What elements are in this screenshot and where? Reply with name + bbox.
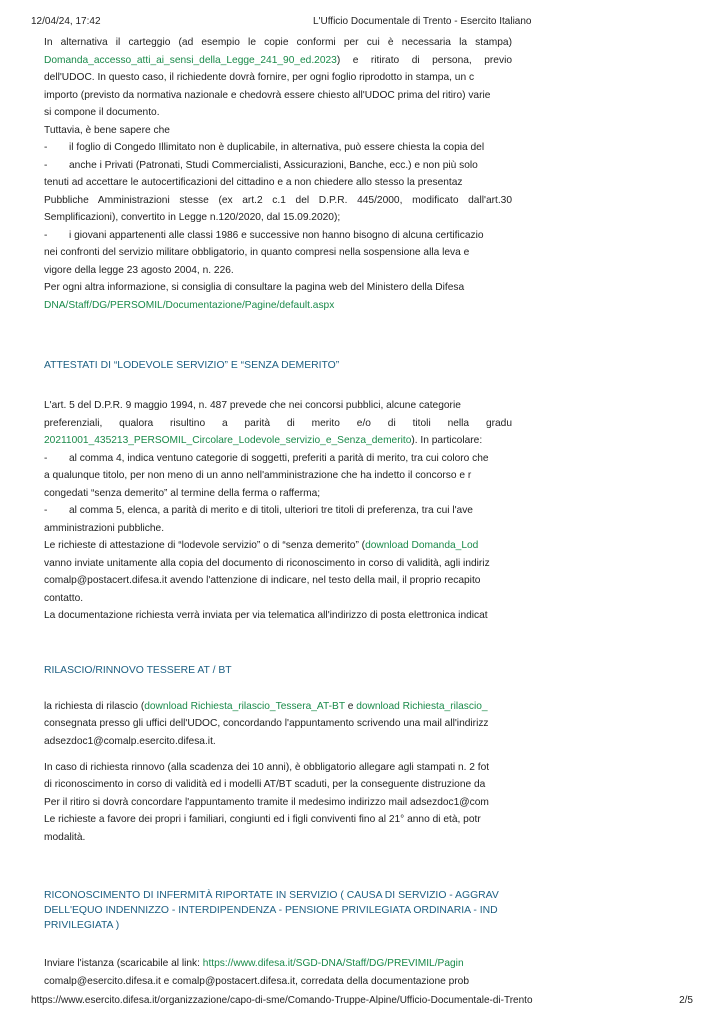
- paragraph-line: adsezdoc1@comalp.esercito.difesa.it.: [44, 735, 216, 747]
- paragraph-line: tenuti ad accettare le autocertificazioni del cittadino e a non chiedere allo stesso la presentaz: [44, 177, 463, 188]
- section-heading-line: PRIVILEGIATA ): [44, 920, 120, 931]
- print-page-title: L'Ufficio Documentale di Trento - Esercito Italiano: [313, 16, 532, 27]
- document-content: [44, 34, 512, 990]
- paragraph-line: Domanda_accesso_atti_ai_sensi_della_Legge_241_90_ed.2023) e ritirato di persona, previo: [44, 54, 512, 66]
- paragraph-line: contatto.: [44, 592, 84, 604]
- link-domanda-accesso-atti[interactable]: Domanda_accesso_atti_ai_sensi_della_Legge_241_90_ed.2023: [44, 54, 337, 66]
- paragraph-line: congedati “senza demerito” al termine della ferma o rafferma;: [44, 487, 321, 499]
- paragraph-line: Tuttavia, è bene sapere che: [44, 124, 170, 136]
- paragraph-line: modalità.: [44, 831, 86, 843]
- list-item: - al comma 4, indica ventuno categorie di soggetti, preferiti a parità di merito, tra cui coloro che: [44, 452, 489, 464]
- paragraph-line: Semplificazioni), convertito in Legge n.120/2020, dal 15.09.2020);: [44, 212, 341, 223]
- list-item: - anche i Privati (Patronati, Studi Commercialisti, Assicurazioni, Banche, ecc.) e non più solo: [44, 159, 478, 171]
- section-infermita-servizio: [44, 888, 512, 990]
- paragraph-line: Pubbliche Amministrazioni stesse (ex art.2 c.1 del D.P.R. 445/2000, modificato dall'art.30: [44, 194, 512, 206]
- paragraph-line: preferenziali, qualora risultino a parità di merito e/o di titoli nella gradu: [44, 417, 512, 429]
- paragraph-line: In caso di richiesta rinnovo (alla scadenza dei 10 anni), è obbligatorio allegare agli stampati n. 2 fot: [44, 761, 490, 773]
- paragraph-line: di riconoscimento in corso di validità ed i modelli AT/BT scaduti, per la conseguente distruzione da: [44, 779, 486, 790]
- paragraph-line: Per il ritiro si dovrà concordare l'appuntamento tramite il medesimo indirizzo mail adsezdoc1@com: [44, 796, 489, 808]
- link-download-richiesta-tessera[interactable]: download Richiesta_rilascio_Tessera_AT-BT: [144, 700, 345, 712]
- paragraph-line: consegnata presso gli uffici dell'UDOC, concordando l'appuntamento scrivendo una mail all'indirizz: [44, 718, 489, 729]
- list-item: - i giovani appartenenti alle classi 1986 e successive non hanno bisogno di alcuna certificazio: [44, 229, 484, 241]
- paragraph-line: Per ogni altra informazione, si consiglia di consultare la pagina web del Ministero della Difesa: [44, 282, 465, 293]
- section-heading-line: DELL'EQUO INDENNIZZO - INTERDIPENDENZA - PENSIONE PRIVILEGIATA ORDINARIA - IND: [44, 905, 498, 916]
- print-footer: [31, 995, 693, 1009]
- paragraph-line: In alternativa il carteggio (ad esempio le copie conformi per cui è necessaria la stampa): [44, 37, 512, 48]
- section-tessere-at-bt: [44, 663, 512, 847]
- paragraph-line: 20211001_435213_PERSOMIL_Circolare_Lodevole_servizio_e_Senza_demerito). In particolare:: [44, 435, 483, 446]
- section-heading: ATTESTATI DI “LODEVOLE SERVIZIO” E “SENZA DEMERITO”: [44, 360, 340, 371]
- paragraph-line: Le richieste a favore dei propri i familiari, congiunti ed i figli conviventi fino al 21° anno di età, potr: [44, 814, 481, 825]
- list-item: - il foglio di Congedo Illimitato non è duplicabile, in alternativa, può essere chiesta la copia del: [44, 142, 485, 153]
- section-lodevole-servizio: [44, 358, 512, 625]
- link-circolare-lodevole-servizio[interactable]: 20211001_435213_PERSOMIL_Circolare_Lodevole_servizio_e_Senza_demerito: [44, 435, 412, 446]
- list-item: - al comma 5, elenca, a parità di merito e di titoli, ulteriori tre titoli di preferenza, tra cui l'ave: [44, 505, 473, 516]
- paragraph-line: importo (previsto da normativa nazionale e chedovrà essere chiesto all'UDOC prima del ritiro) varie: [44, 89, 491, 101]
- link-persomil-documentazione[interactable]: DNA/Staff/DG/PERSOMIL/Documentazione/Pagine/default.aspx: [44, 299, 335, 311]
- link-previmil[interactable]: https://www.difesa.it/SGD-DNA/Staff/DG/PREVIMIL/Pagin: [202, 958, 464, 969]
- paragraph-line: nei confronti del servizio militare obbligatorio, in quanto compresi nella sospensione alla leva e: [44, 247, 470, 258]
- section-heading-line: RICONOSCIMENTO DI INFERMITÀ RIPORTATE IN SERVIZIO ( CAUSA DI SERVIZIO - AGGRAV: [44, 890, 499, 901]
- section-heading: RILASCIO/RINNOVO TESSERE AT / BT: [44, 664, 232, 676]
- paragraph-line: L'art. 5 del D.P.R. 9 maggio 1994, n. 487 prevede che nei concorsi pubblici, alcune categorie: [44, 400, 461, 411]
- page-number: 2/5: [679, 995, 693, 1006]
- paragraph-line: La documentazione richiesta verrà inviata per via telematica all'indirizzo di posta elettronica indicat: [44, 610, 488, 621]
- print-datetime: 12/04/24, 17:42: [31, 16, 101, 27]
- paragraph-line: [44, 297, 512, 315]
- print-header: [31, 16, 693, 30]
- paragraph-line: vigore della legge 23 agosto 2004, n. 226.: [44, 264, 234, 276]
- paragraph-line: dell'UDOC. In questo caso, il richiedente dovrà fornire, per ogni foglio riprodotto in stampa, un c: [44, 72, 475, 83]
- paragraph-line: vanno inviate unitamente alla copia del documento di riconoscimento in corso di validità, agli indiriz: [44, 557, 490, 569]
- paragraph-line: Le richieste di attestazione di “lodevole servizio” o di “senza demerito” (download Domanda_Lod: [44, 540, 479, 551]
- paragraph-line: comalp@postacert.difesa.it avendo l'attenzione di indicare, nel testo della mail, il proprio recapito: [44, 575, 481, 586]
- paragraph-line: si compone il documento.: [44, 107, 160, 118]
- link-download-richiesta-rilascio[interactable]: download Richiesta_rilascio_: [356, 700, 488, 712]
- paragraph-line: Inviare l'istanza (scaricabile al link: https://www.difesa.it/SGD-DNA/Staff/DG/PREVIMIL/Pagin: [44, 958, 464, 969]
- paragraph-line: amministrazioni pubbliche.: [44, 522, 165, 534]
- link-download-domanda-lodevole[interactable]: download Domanda_Lod: [365, 540, 479, 551]
- paragraph-line: la richiesta di rilascio (download Richiesta_rilascio_Tessera_AT-BT e download Richiesta_rilascio_: [44, 700, 488, 712]
- section-access-docs: [44, 34, 512, 314]
- print-url: https://www.esercito.difesa.it/organizzazione/capo-di-sme/Comando-Truppe-Alpine/Ufficio-Documentale-di-Trento: [31, 995, 533, 1006]
- paragraph-line: a qualunque titolo, per non meno di un anno nell'amministrazione che ha indetto il concorso e r: [44, 470, 472, 481]
- paragraph-line: comalp@esercito.difesa.it e comalp@postacert.difesa.it, corredata della documentazione prob: [44, 975, 470, 987]
